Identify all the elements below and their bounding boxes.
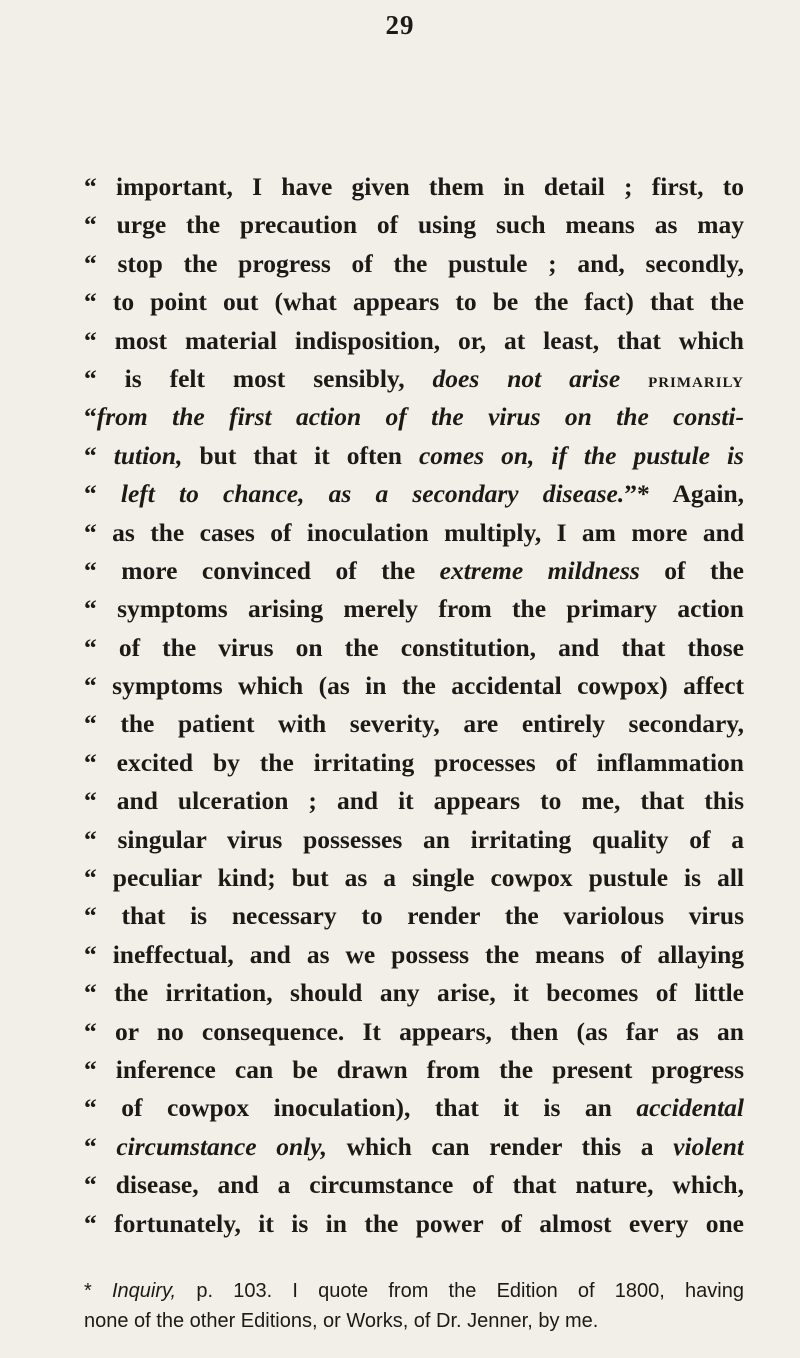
body-line <box>84 1128 744 1166</box>
body-line <box>84 552 744 590</box>
body-text-segment: primarily <box>648 366 744 392</box>
body-text-segment: of the <box>639 555 744 585</box>
footnote-text-segment: none of the other Editions, or Works, of Dr. Jenner, by me. <box>84 1310 599 1332</box>
body-text-segment: “ is felt most sensibly, <box>84 363 433 393</box>
body-text-segment: “ of cowpox inoculation), that it is an <box>84 1093 637 1123</box>
body-line <box>84 245 744 283</box>
body-text-segment: “ most material indisposition, or, at least, that which <box>84 325 744 355</box>
body-text-segment: “ the irritation, should any arise, it becomes of little <box>84 978 744 1008</box>
body-text-segment: which can render this a <box>326 1131 674 1161</box>
body-line <box>84 859 744 897</box>
body-line <box>84 206 744 244</box>
body-text-segment: accidental <box>636 1093 744 1123</box>
body-text-segment: “ <box>84 479 121 509</box>
body-line <box>84 782 744 820</box>
body-line <box>84 475 744 513</box>
body-text-segment: “ fortunately, it is in the power of almost every one <box>84 1208 744 1238</box>
footnote <box>84 1276 744 1336</box>
body-line <box>84 821 744 859</box>
body-line <box>84 897 744 935</box>
body-text-segment <box>620 364 648 393</box>
body-text-segment: left to chance, as a secondary disease. <box>120 479 625 509</box>
body-line <box>84 437 744 475</box>
body-text-segment: “ <box>84 1131 117 1161</box>
body-text-segment: “ that is necessary to render the variolous virus <box>84 901 744 931</box>
body-text-segment: but that it often <box>182 440 419 470</box>
body-line <box>84 1089 744 1127</box>
footnote-text-segment: Inquiry, <box>112 1280 177 1302</box>
footnote-line <box>84 1276 744 1306</box>
body-text <box>84 168 744 1243</box>
body-line <box>84 283 744 321</box>
body-text-segment: “ important, I have given them in detail ; first, to <box>84 172 744 201</box>
body-line <box>84 667 744 705</box>
body-line <box>84 744 744 782</box>
body-text-segment: does not arise <box>432 363 621 393</box>
body-line <box>84 1205 744 1243</box>
body-line <box>84 1051 744 1089</box>
body-text-segment: tution, <box>113 440 183 470</box>
footnote-text-segment: p. 103. I quote from the Edition of 1800, having <box>176 1280 744 1302</box>
body-line <box>84 514 744 552</box>
body-text-segment: “ symptoms which (as in the accidental cowpox) affect <box>84 671 744 701</box>
body-text-segment: “ symptoms arising merely from the primary action <box>84 594 744 624</box>
body-line <box>84 398 744 436</box>
body-line <box>84 1166 744 1204</box>
body-line <box>84 936 744 974</box>
body-text-segment: “ <box>84 440 114 470</box>
body-text-segment: “ stop the progress of the pustule ; and, secondly, <box>84 248 744 278</box>
body-text-segment: comes on, if the pustule is <box>418 440 744 470</box>
body-line <box>84 322 744 360</box>
body-line <box>84 590 744 628</box>
body-text-segment: circumstance only, <box>116 1131 327 1161</box>
body-text-segment: from the first action of the virus on the consti- <box>96 402 744 432</box>
body-text-segment: “ and ulceration ; and it appears to me, that this <box>84 786 744 816</box>
body-text-segment: “ to point out (what appears to be the fact) that the <box>84 287 744 317</box>
body-text-segment: “ peculiar kind; but as a single cowpox pustule is all <box>84 863 744 893</box>
body-text-segment: “ <box>84 402 97 432</box>
body-text-segment: “ ineffectual, and as we possess the means of allaying <box>84 939 744 969</box>
body-line <box>84 705 744 743</box>
body-line <box>84 629 744 667</box>
body-line <box>84 360 744 398</box>
body-text-segment: “ inference can be drawn from the present progress <box>84 1054 744 1084</box>
footnote-text-segment: * <box>84 1280 112 1302</box>
body-text-segment: “ disease, and a circumstance of that nature, which, <box>84 1170 744 1200</box>
body-text-segment: extreme mildness <box>439 555 640 585</box>
body-text-segment: “ or no consequence. It appears, then (as far as an <box>84 1016 744 1046</box>
body-text-segment: “ excited by the irritating processes of inflammation <box>84 747 744 777</box>
body-text-segment: violent <box>673 1131 744 1161</box>
body-line <box>84 974 744 1012</box>
body-text-segment: “ the patient with severity, are entirely secondary, <box>84 709 744 739</box>
body-text-segment: “ more convinced of the <box>84 555 440 585</box>
footnote-line <box>84 1306 744 1336</box>
body-text-segment: “ as the cases of inoculation multiply, I am more and <box>84 517 744 547</box>
body-line <box>84 1013 744 1051</box>
body-text-segment: “ of the virus on the constitution, and that those <box>84 632 744 662</box>
body-line <box>84 168 744 206</box>
page-number: 29 <box>385 10 415 40</box>
body-text-segment: “ singular virus possesses an irritating quality of a <box>84 824 744 854</box>
body-text-segment: ”* Again, <box>624 479 744 509</box>
body-text-segment: “ urge the precaution of using such means as may <box>84 210 744 240</box>
